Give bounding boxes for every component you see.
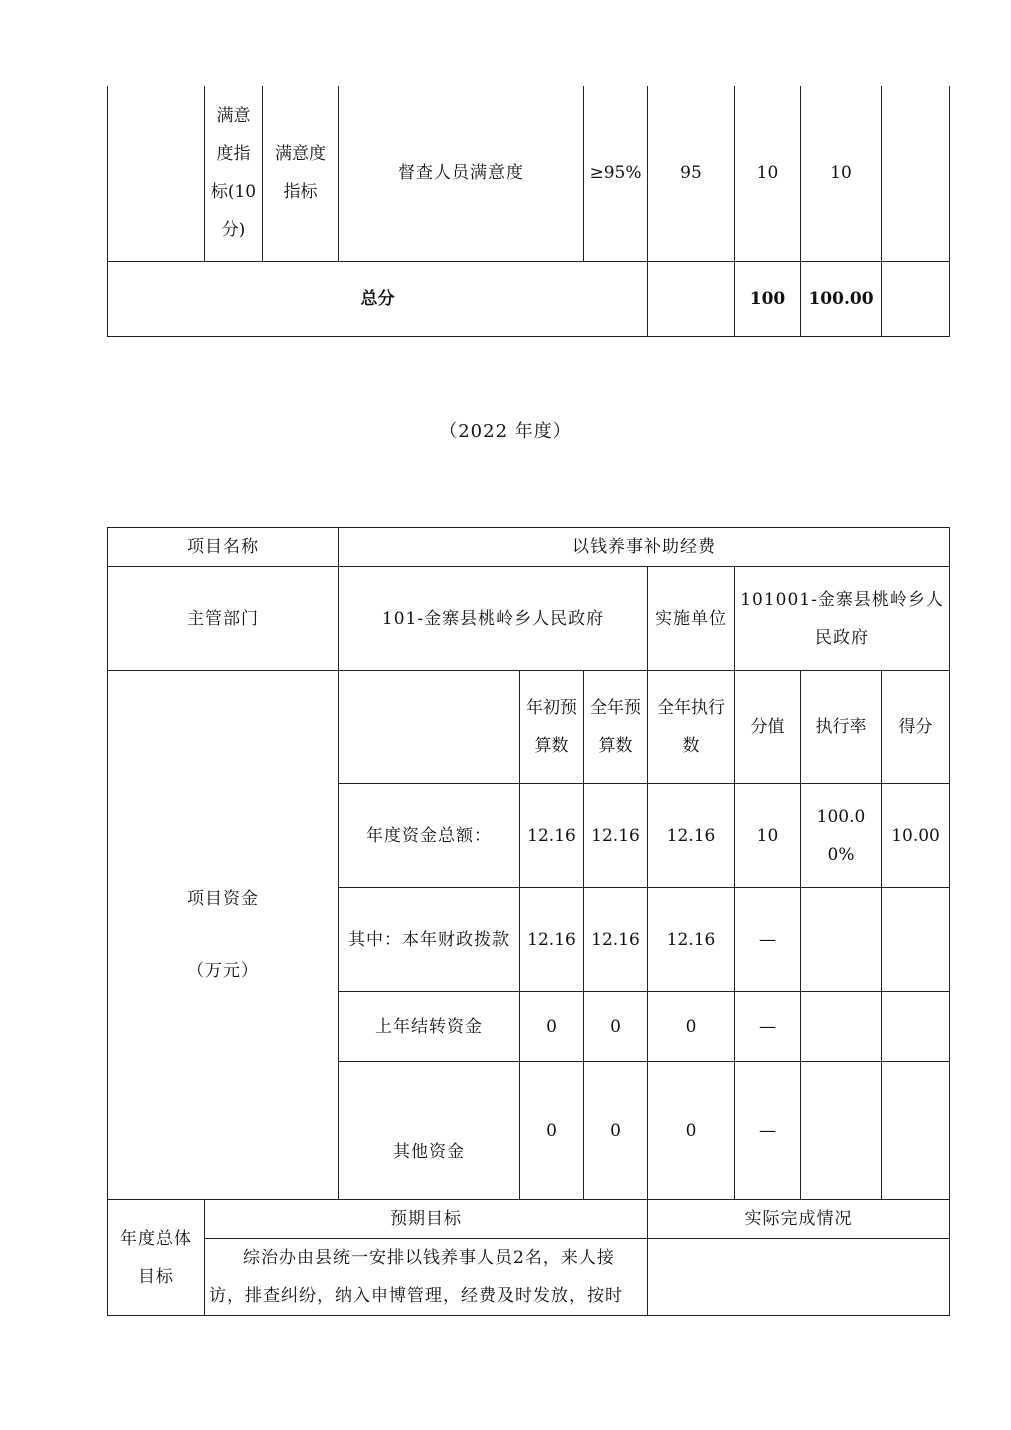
fund-init: 12.16	[520, 888, 584, 992]
indicator-note	[882, 86, 950, 261]
fund-weight: —	[735, 992, 801, 1062]
actual-text	[648, 1239, 950, 1316]
empty-cell	[882, 261, 950, 336]
indicator-score: 10	[801, 86, 882, 261]
fund-init: 0	[520, 1062, 584, 1200]
table-row	[108, 528, 950, 567]
header-execution: 全年执行数	[648, 671, 735, 784]
fund-exec: 0	[648, 992, 735, 1062]
indicator-name: 督查人员满意度	[339, 86, 584, 261]
empty-cell	[339, 671, 520, 784]
fund-full: 12.16	[584, 888, 648, 992]
fund-row-label: 其中：本年财政拨款	[339, 888, 520, 992]
header-rate: 执行率	[801, 671, 882, 784]
empty-cell	[108, 86, 205, 261]
indicator-target: ≥95%	[584, 86, 648, 261]
impl-value: 101001-金寨县桃岭乡人民政府	[735, 567, 950, 671]
project-name-label: 项目名称	[108, 528, 339, 567]
total-got: 100.00	[801, 261, 882, 336]
fund-rate	[801, 1062, 882, 1200]
header-weight: 分值	[735, 671, 801, 784]
fund-weight: —	[735, 1062, 801, 1200]
top-table	[107, 86, 950, 337]
fund-score	[882, 888, 950, 992]
expected-label: 预期目标	[205, 1200, 648, 1239]
project-name-value: 以钱养事补助经费	[339, 528, 950, 567]
indicator-category: 满意度指标(10分)	[205, 86, 263, 261]
fund-score: 10.00	[882, 784, 950, 888]
dept-value: 101-金寨县桃岭乡人民政府	[339, 567, 648, 671]
header-init-budget: 年初预算数	[520, 671, 584, 784]
indicator-actual: 95	[648, 86, 735, 261]
fund-label-line1: 项目资金	[187, 889, 259, 909]
fund-rate	[801, 992, 882, 1062]
dept-label: 主管部门	[108, 567, 339, 671]
actual-label: 实际完成情况	[648, 1200, 950, 1239]
header-full-budget: 全年预算数	[584, 671, 648, 784]
table-row	[108, 1200, 950, 1239]
total-label: 总分	[108, 261, 648, 336]
fund-row-label: 其他资金	[339, 1062, 520, 1200]
fund-exec: 12.16	[648, 784, 735, 888]
empty-cell	[648, 261, 735, 336]
fund-score	[882, 992, 950, 1062]
table-row	[108, 261, 950, 336]
fund-exec: 0	[648, 1062, 735, 1200]
fund-score	[882, 1062, 950, 1200]
impl-label: 实施单位	[648, 567, 735, 671]
fund-init: 12.16	[520, 784, 584, 888]
fund-weight: 10	[735, 784, 801, 888]
fund-full: 0	[584, 992, 648, 1062]
main-table	[107, 527, 950, 1316]
fund-weight: —	[735, 888, 801, 992]
indicator-subcategory: 满意度指标	[263, 86, 339, 261]
fund-rate	[801, 888, 882, 992]
table-row	[108, 567, 950, 671]
year-title: （2022 年度）	[439, 421, 572, 442]
table-row	[108, 671, 950, 784]
fund-exec: 12.16	[648, 888, 735, 992]
fund-rate: 100.00%	[801, 784, 882, 888]
header-score: 得分	[882, 671, 950, 784]
fund-row-label: 上年结转资金	[339, 992, 520, 1062]
fund-full: 0	[584, 1062, 648, 1200]
fund-label-line2: （万元）	[187, 961, 259, 981]
expected-text: 综治办由县统一安排以钱养事人员2名，来人接访，排查纠纷，纳入申博管理，经费及时发放，按时	[205, 1239, 648, 1316]
total-score: 100	[735, 261, 801, 336]
table-row	[108, 1239, 950, 1316]
table-row	[108, 86, 950, 261]
fund-row-label: 年度资金总额：	[339, 784, 520, 888]
goal-label: 年度总体目标	[108, 1200, 205, 1316]
fund-init: 0	[520, 992, 584, 1062]
fund-label	[108, 671, 339, 1200]
indicator-weight: 10	[735, 86, 801, 261]
fund-full: 12.16	[584, 784, 648, 888]
